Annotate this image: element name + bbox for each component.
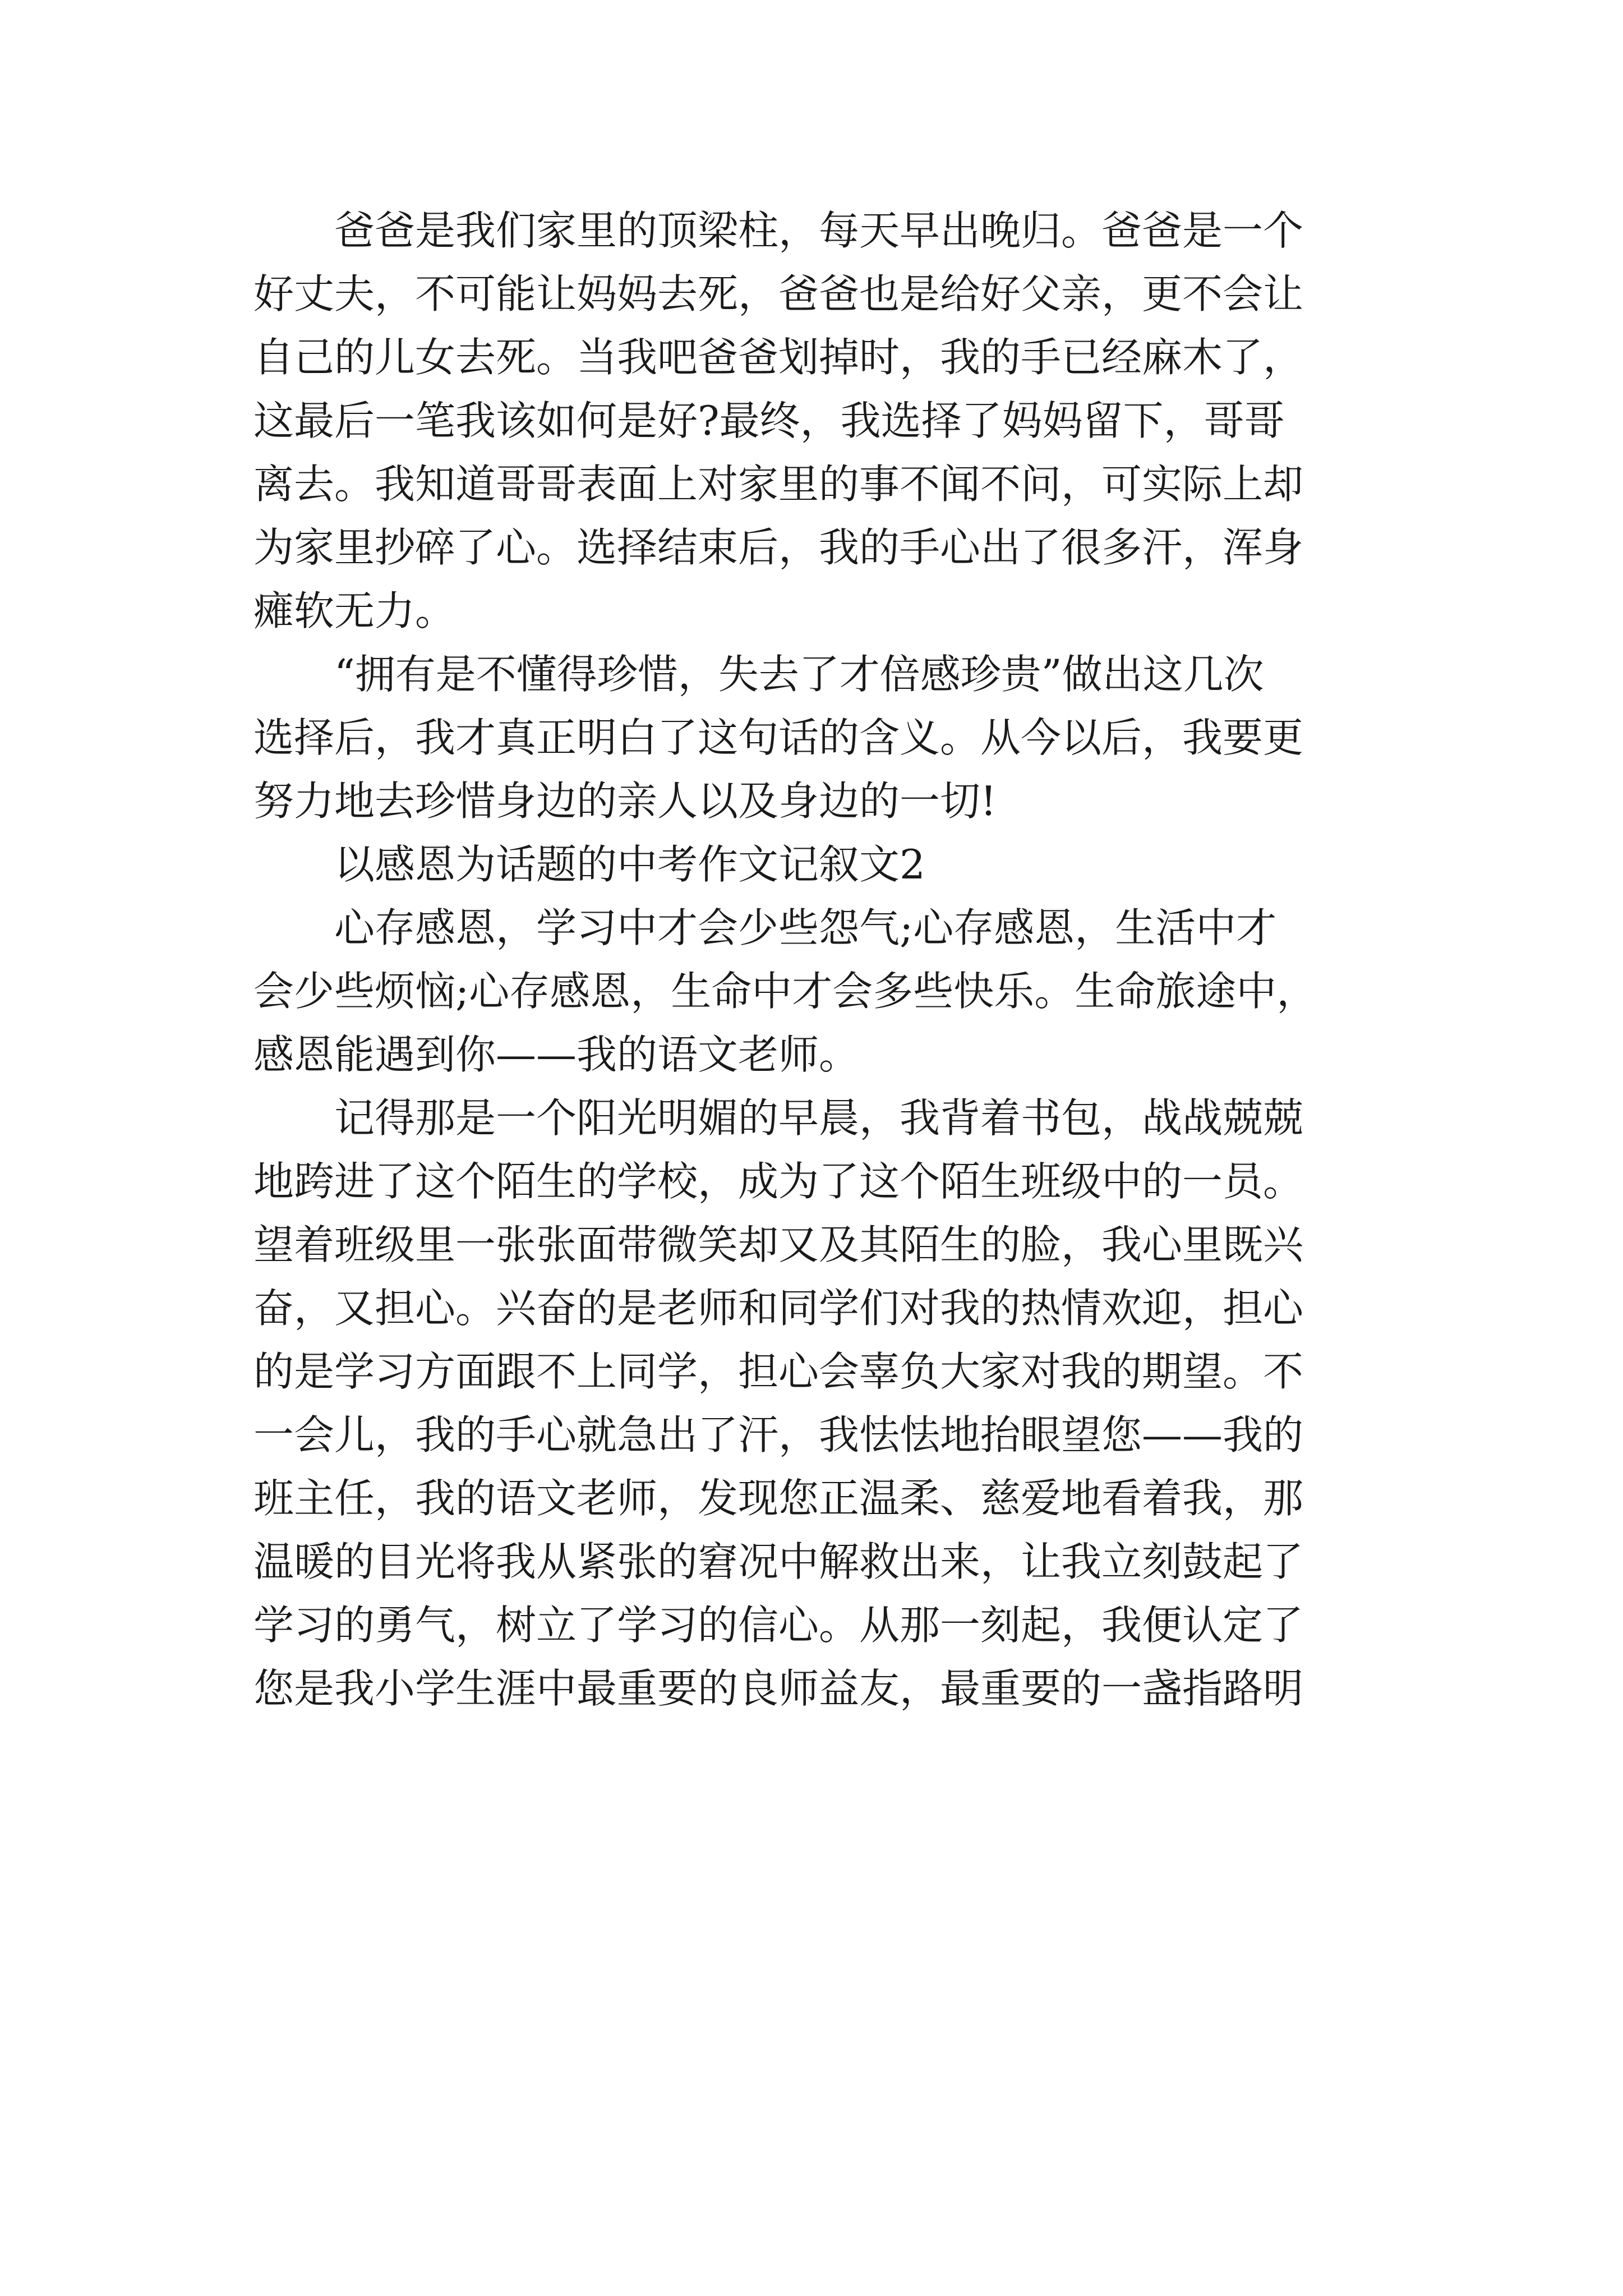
text-line: 爸爸是我们家里的顶梁柱，每天早出晚归。爸爸是一个 (334, 207, 1304, 254)
text-line: 选择后，我才真正明白了这句话的含义。从今以后，我要更 (253, 714, 1304, 761)
text-line: 班主任，我的语文老师，发现您正温柔、慈爱地看着我，那 (253, 1475, 1304, 1522)
text-line: 感恩能遇到你——我的语文老师。 (253, 1031, 860, 1078)
document-body (253, 199, 1409, 1720)
text-line: 温暖的目光将我从紧张的窘况中解救出来，让我立刻鼓起了 (253, 1538, 1304, 1585)
text-line: 一会儿，我的手心就急出了汗，我怯怯地抬眼望您——我的 (253, 1411, 1304, 1458)
text-line: 地跨进了这个陌生的学校，成为了这个陌生班级中的一员。 (253, 1158, 1304, 1205)
text-line: 瘫软无力。 (253, 587, 456, 634)
text-line: 您是我小学生涯中最重要的良师益友，最重要的一盏指路明 (253, 1665, 1304, 1712)
text-line: 好丈夫，不可能让妈妈去死，爸爸也是给好父亲，更不会让 (253, 270, 1304, 318)
text-line: 自己的儿女去死。当我吧爸爸划掉时，我的手已经麻木了， (253, 334, 1304, 381)
text-line: 学习的勇气，树立了学习的信心。从那一刻起，我便认定了 (253, 1602, 1304, 1649)
text-line: 离去。我知道哥哥表面上对家里的事不闻不问，可实际上却 (253, 461, 1304, 508)
text-line: 的是学习方面跟不上同学，担心会辜负大家对我的期望。不 (253, 1348, 1304, 1395)
text-line: 望着班级里一张张面带微笑却又及其陌生的脸，我心里既兴 (253, 1221, 1304, 1268)
text-line: 努力地去珍惜身边的亲人以及身边的一切! (253, 777, 997, 825)
text-line: 为家里抄碎了心。选择结束后，我的手心出了很多汗，浑身 (253, 524, 1304, 571)
text-line: 奋，又担心。兴奋的是老师和同学们对我的热情欢迎，担心 (253, 1285, 1304, 1332)
text-line: “拥有是不懂得珍惜，失去了才倍感珍贵”做出这几次 (334, 651, 1264, 698)
text-line: 以感恩为话题的中考作文记叙文2 (334, 841, 925, 888)
text-line: 这最后一笔我该如何是好?最终，我选择了妈妈留下，哥哥 (253, 397, 1285, 444)
text-line: 会少些烦恼;心存感恩，生命中才会多些快乐。生命旅途中， (253, 968, 1317, 1015)
text-line: 记得那是一个阳光明媚的早晨，我背着书包，战战兢兢 (334, 1094, 1304, 1142)
text-line: 心存感恩，学习中才会少些怨气;心存感恩，生活中才 (334, 904, 1277, 951)
